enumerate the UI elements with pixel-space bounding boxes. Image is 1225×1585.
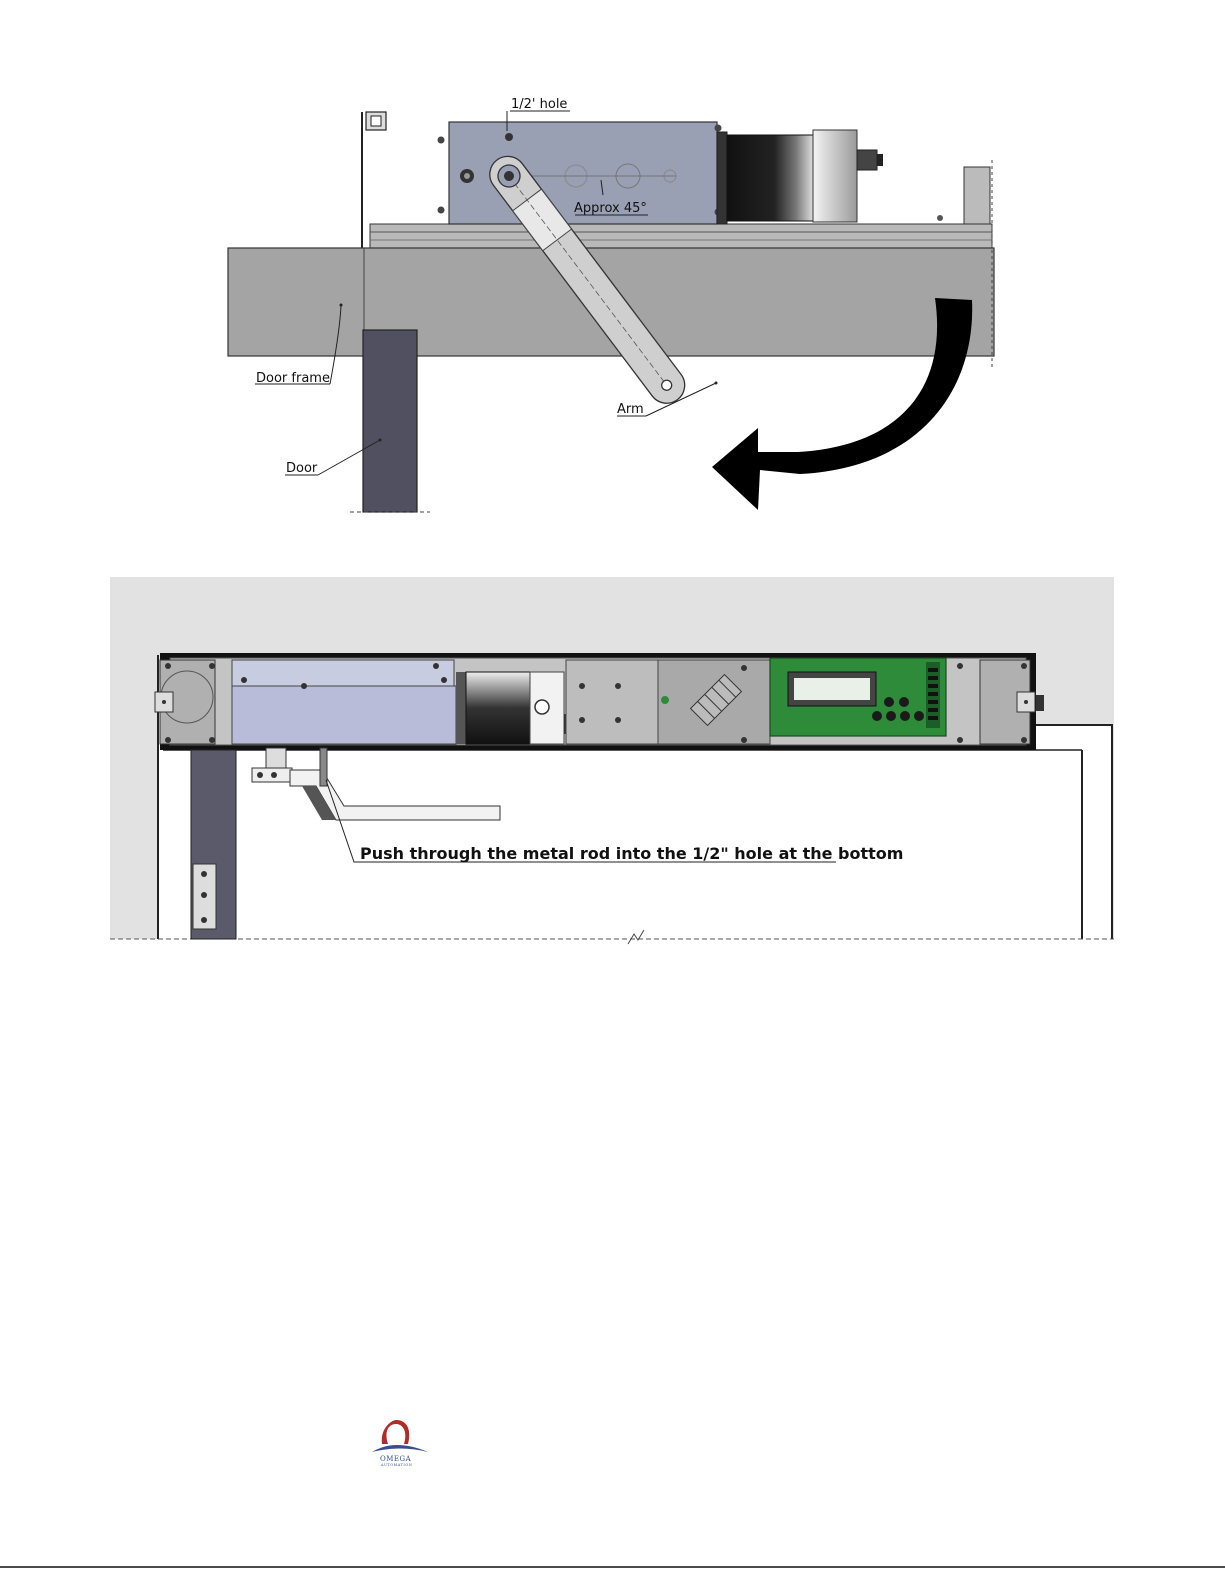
lcd-display <box>794 678 870 700</box>
operator-rail <box>370 224 992 248</box>
omega-logo <box>372 1420 428 1467</box>
label-arm: Arm <box>617 402 644 417</box>
end-bracket <box>964 167 990 224</box>
motor <box>727 135 813 221</box>
label-door-frame: Door frame <box>256 371 330 386</box>
label-door: Door <box>286 461 318 476</box>
logo-subtitle: AUTOMATION <box>381 1463 413 1467</box>
label-hole: 1/2' hole <box>511 97 568 112</box>
gearbox <box>232 686 456 744</box>
door <box>363 330 417 512</box>
motor-cap <box>813 130 857 222</box>
half-inch-hole <box>505 133 513 141</box>
label-rod-instruction: Push through the metal rod into the 1/2" hole at the bottom <box>360 844 904 863</box>
top-figure <box>228 97 994 512</box>
motor-bottom <box>466 672 530 744</box>
label-angle: Approx 45° <box>574 201 647 216</box>
bottom-figure <box>110 577 1114 944</box>
logo-name: OMEGA <box>380 1455 412 1463</box>
